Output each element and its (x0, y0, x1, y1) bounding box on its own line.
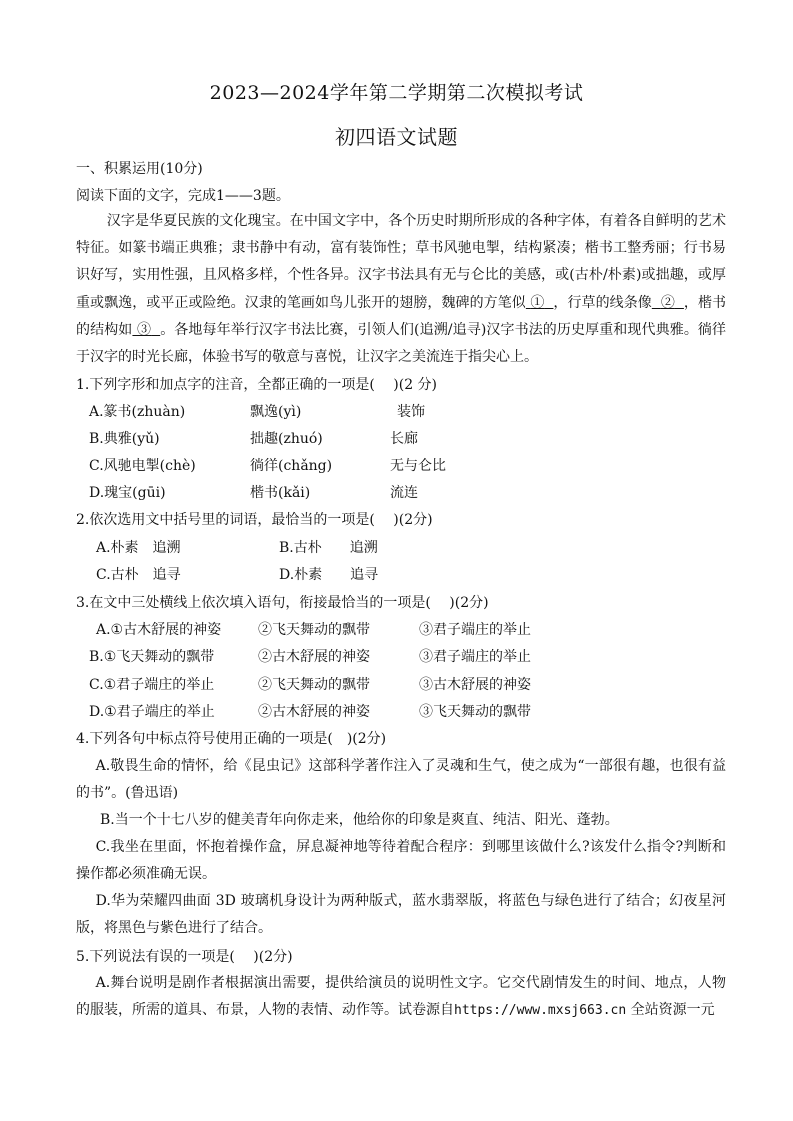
q1-option-c-2: 徜徉(chǎng) (250, 458, 333, 474)
q3-option-b-1: B.①飞天舞动的飘带 (89, 649, 215, 665)
passage-text-3: ，楷书的结构如 (76, 294, 727, 338)
q3-option-b-2: ②古木舒展的神姿 (258, 649, 370, 665)
q1-option-d-3: 流连 (390, 485, 418, 501)
blank-3: ③ (136, 321, 152, 338)
q3-option-b-3: ③君子端庄的举止 (419, 649, 531, 665)
exam-subtitle: 初四语文试题 (335, 125, 458, 149)
q4-option-a-text: A.敬畏生命的情怀，给《昆虫记》这部科学著作注入了灵魂和生气，使之成为“一部很有趣，也很有益的书”。(鲁迅语) (76, 758, 726, 802)
q3-option-d-1: D.①君子端庄的举止 (89, 704, 215, 720)
q3-option-a-1: A.①古木舒展的神姿 (96, 622, 222, 638)
passage-text-2: ，行草的线条像 (553, 294, 652, 311)
section-heading: 一、积累运用(10分) (76, 161, 203, 177)
passage-text-4: 。各地每年举行汉字书法比赛，引领人们(追溯/追寻)汉字书法的历史厚重和现代典雅。徜徉于汉字的时光长廊，体验书写的敬意与喜悦，让汉字之美流连于指尖心上。 (76, 321, 727, 366)
source-url-link[interactable]: https://www.mxsj663.cn (454, 1003, 627, 1019)
q1-stem: 1.下列字形和加点字的注音，全都正确的一项是( )(2 分) (76, 377, 438, 393)
q3-option-a-3: ③君子端庄的举止 (419, 622, 531, 638)
q4-option-b: B.当一个十七八岁的健美青年向你走来，他给你的印象是爽直、纯洁、阳光、蓬勃。 (100, 812, 619, 828)
q4-option-d-text: D.华为荣耀四曲面 3D 玻璃机身设计为两种版式，蓝水翡翠版，将蓝色与绿色进行了结合；幻夜星河版，将黑色与紫色进行了结合。 (76, 893, 726, 937)
source-tail-text: 全站资源一元 (626, 1002, 715, 1019)
q3-option-a-2: ②飞天舞动的飘带 (258, 622, 370, 638)
q1-option-b-2: 拙趣(zhuó) (250, 431, 323, 447)
q2-option-b: B.古朴 追溯 (279, 540, 378, 556)
q3-option-d-3: ③飞天舞动的飘带 (419, 704, 531, 720)
q3-option-c-3: ③古木舒展的神姿 (419, 677, 531, 693)
reading-passage (76, 208, 726, 371)
q4-option-c-text: C.我坐在里面，怀抱着操作盒，屏息凝神地等待着配合程序：到哪里该做什么?该发什么指令?判断和操作都必须准确无误。 (76, 839, 726, 883)
blank-1: ① (530, 294, 545, 311)
q3-option-d-2: ②古木舒展的神姿 (258, 704, 370, 720)
q5-stem: 5.下列说法有误的一项是( )(2分) (76, 949, 293, 965)
q1-option-d-2: 楷书(kǎi) (250, 485, 311, 501)
q1-option-a-3: 装饰 (397, 404, 425, 420)
section-instruction: 阅读下面的文字，完成1——3题。 (76, 188, 290, 204)
q3-stem: 3.在文中三处横线上依次填入语句，衔接最恰当的一项是( )(2分) (76, 595, 489, 611)
passage-text-1: 汉字是华夏民族的文化瑰宝。在中国文字中，各个历史时期所形成的各种字体，有着各自鲜明的艺术特征。如篆书端正典雅；隶书静中有动，富有装饰性；草书风驰电掣，结构紧凑；楷书工整秀丽；行书易识好写，实用性强，且风格多样，个性各异。汉字书法具有无与仑比的美感，或(古朴/朴素)或拙趣，或厚重或飘逸，或平正或险绝。汉隶的笔画如鸟儿张开的翅膀，魏碑的方笔似 (76, 213, 726, 311)
q1-option-b-3: 长廊 (390, 431, 418, 447)
q4-option-a (76, 753, 726, 807)
q2-option-d: D.朴素 追寻 (279, 567, 379, 583)
q2-stem: 2.依次选用文中括号里的词语，最恰当的一项是( )(2分) (76, 512, 433, 528)
q1-option-b-1: B.典雅(yǔ) (89, 431, 160, 447)
q1-option-d-1: D.瑰宝(gūi) (89, 485, 166, 501)
passage-paragraph (76, 208, 726, 371)
q5-option-a (76, 970, 726, 1024)
q1-option-a-2: 飘逸(yì) (250, 404, 302, 420)
exam-title: 2023—2024学年第二学期第二次模拟考试 (209, 82, 584, 104)
q4-option-c (76, 834, 726, 888)
q3-option-c-1: C.①君子端庄的举止 (89, 677, 215, 693)
q4-option-d (76, 888, 726, 942)
blank-2: ② (660, 294, 675, 311)
q3-option-c-2: ②飞天舞动的飘带 (258, 677, 370, 693)
q2-option-c: C.古朴 追寻 (96, 567, 181, 583)
q1-option-a-1: A.篆书(zhuàn) (89, 404, 186, 420)
q1-option-c-1: C.风驰电掣(chè) (89, 458, 196, 474)
q5-option-a-text (76, 970, 726, 1024)
q4-stem: 4.下列各句中标点符号使用正确的一项是( )(2分) (76, 731, 387, 747)
q1-option-c-3: 无与仑比 (390, 458, 446, 474)
q5-option-a-body: A.舞台说明是剧作者根据演出需要，提供给演员的说明性文字。它交代剧情发生的时间、地点，人物的服装，所需的道具、布景，人物的表情、动作等。试卷源自 (76, 975, 726, 1019)
q2-option-a: A.朴素 追溯 (96, 540, 181, 556)
